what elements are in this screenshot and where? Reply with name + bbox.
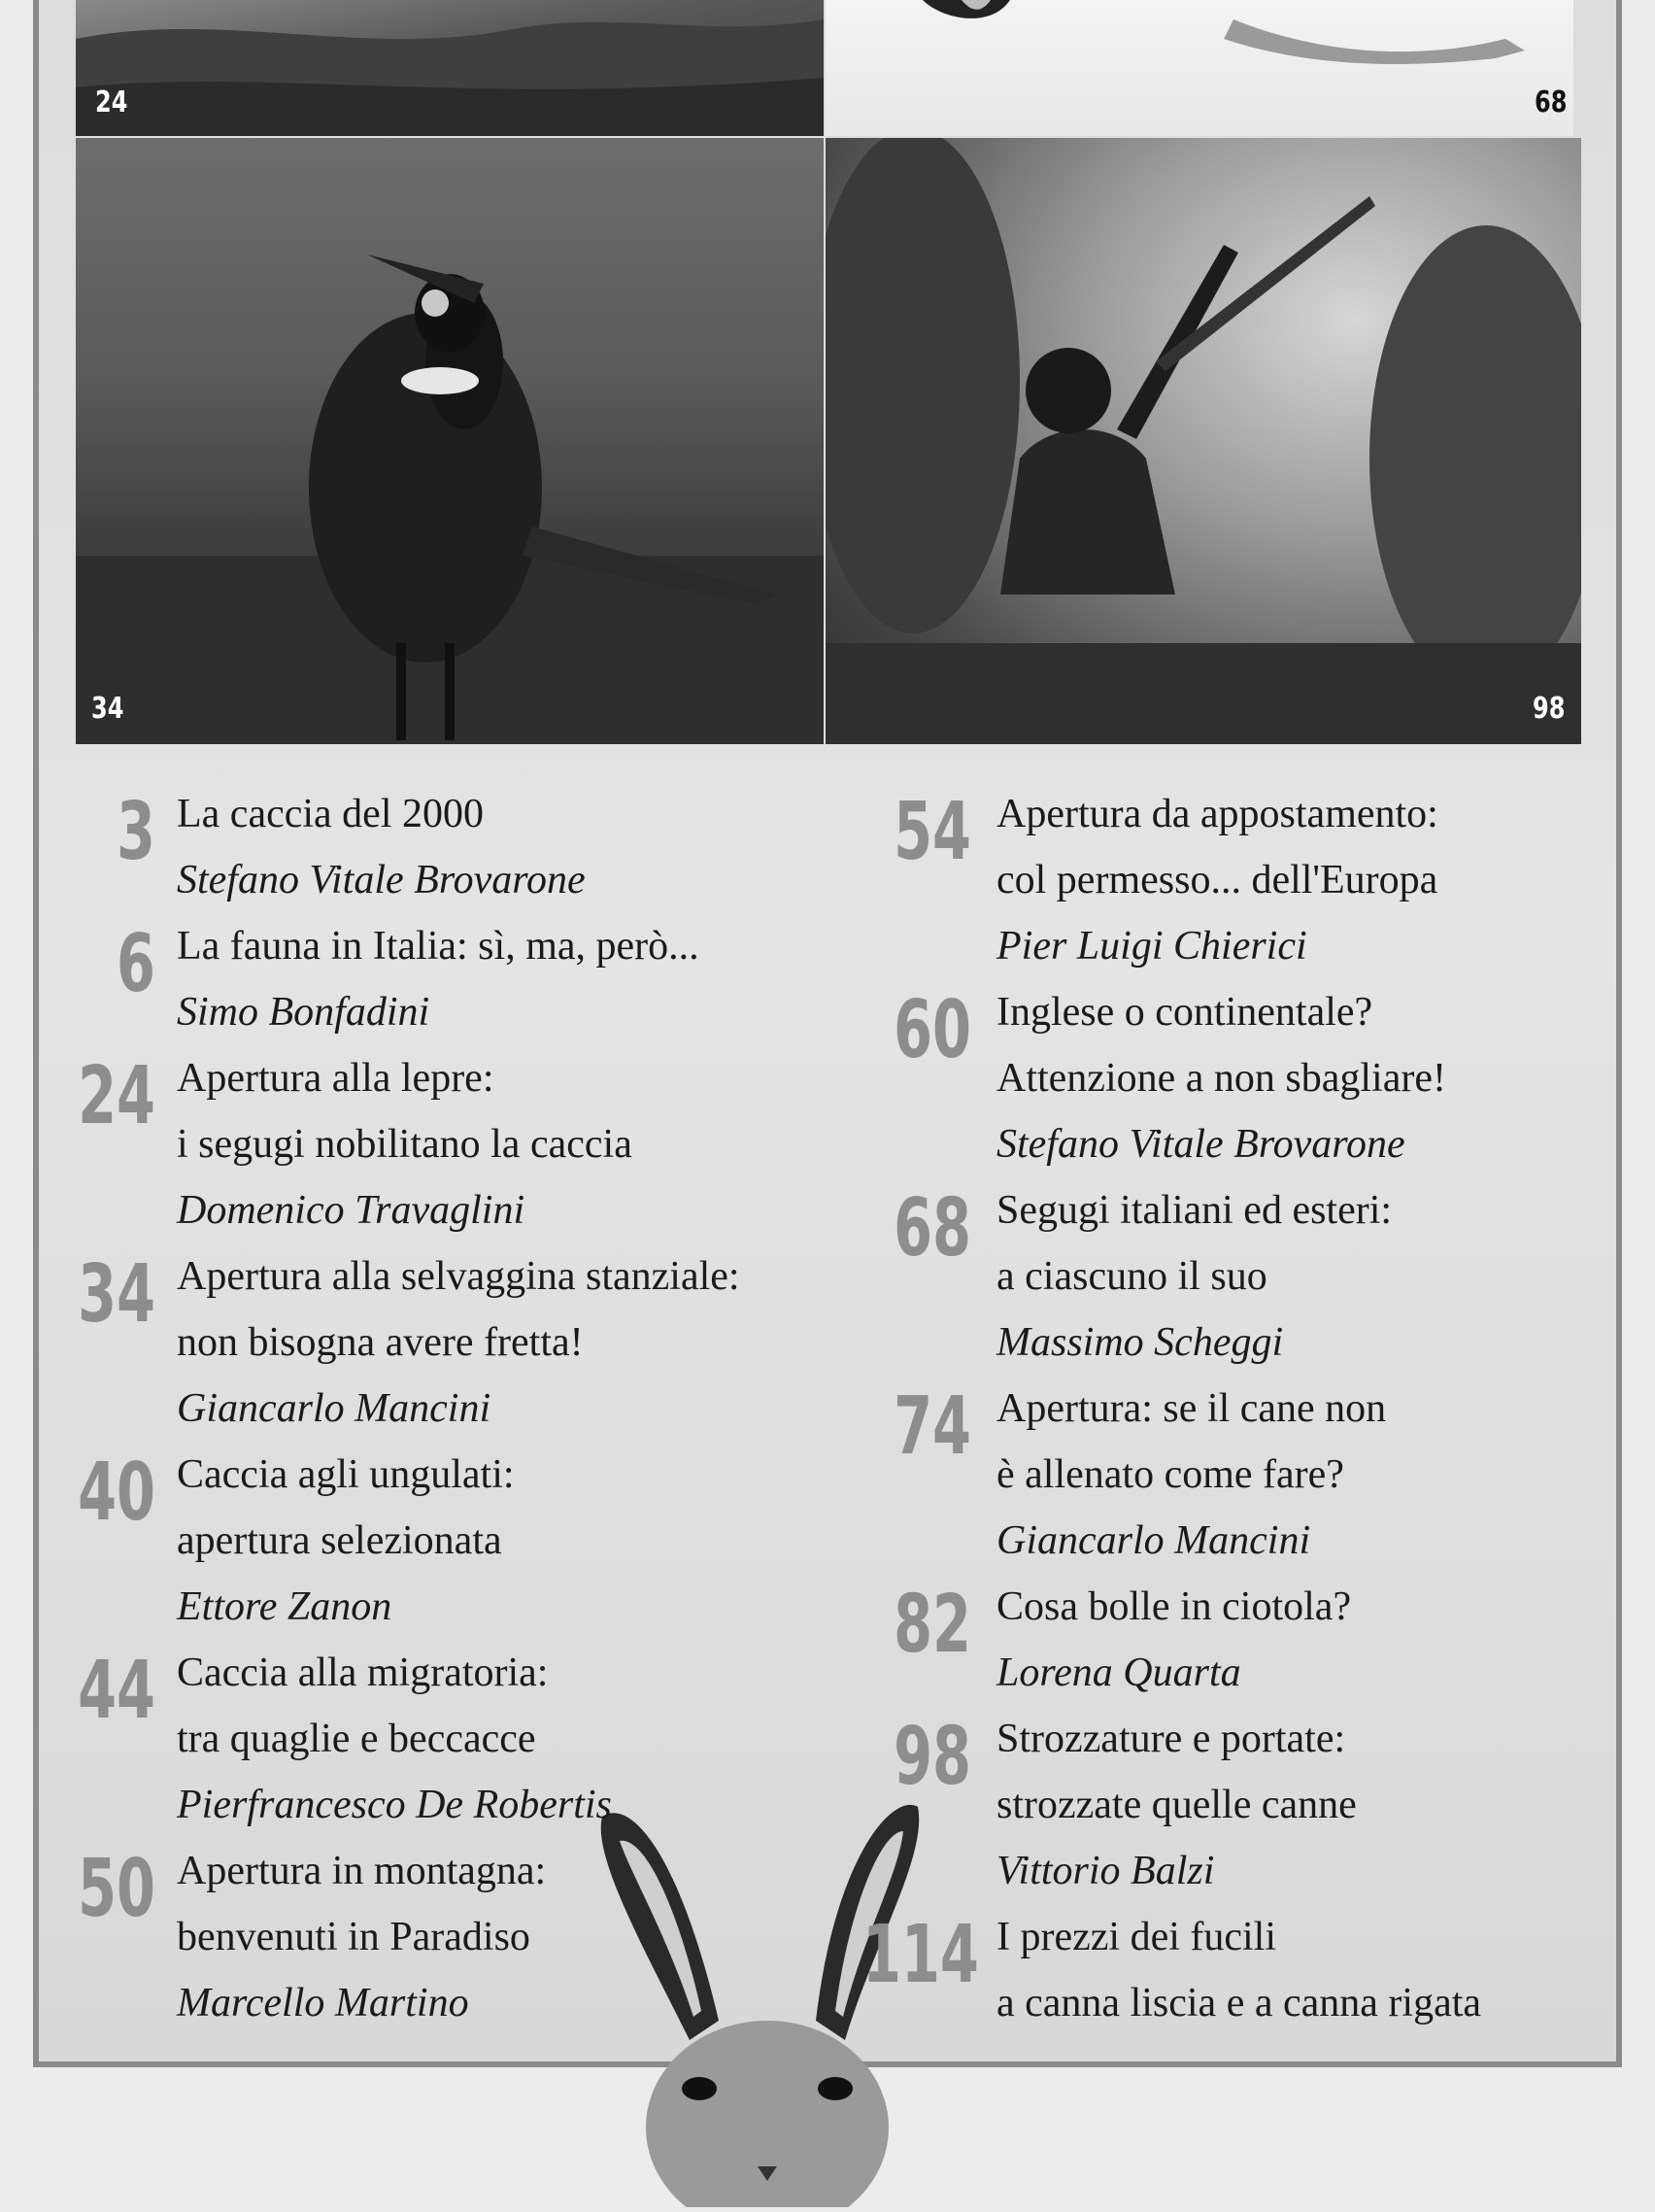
toc-title: Caccia alla migratoria: [177, 1650, 549, 1695]
toc-page-number: 44 [78, 1645, 155, 1737]
toc-page-number: 60 [894, 984, 971, 1076]
toc-author: Pierfrancesco De Robertis [177, 1783, 612, 1827]
toc-page-number: 24 [78, 1050, 155, 1142]
toc-author: Lorena Quarta [996, 1650, 1241, 1695]
toc-title: Strozzature e portate: [996, 1717, 1346, 1761]
toc-title: i segugi nobilitano la caccia [177, 1122, 632, 1167]
toc-title: a canna liscia e a canna rigata [996, 1981, 1482, 2025]
photo-hunting-landscape [76, 0, 824, 136]
photo-page-number: 24 [95, 85, 128, 119]
toc-author: Domenico Travaglini [177, 1188, 525, 1233]
toc-author: Giancarlo Mancini [996, 1518, 1311, 1563]
toc-title: Apertura alla lepre: [177, 1056, 494, 1101]
toc-title: Caccia agli ungulati: [177, 1452, 515, 1497]
photo-page-number: 34 [91, 692, 124, 726]
toc-title: La caccia del 2000 [177, 792, 484, 836]
toc-title: Apertura in montagna: [177, 1849, 547, 1893]
toc-author: Massimo Scheggi [996, 1320, 1284, 1365]
photo-page-number: 68 [1535, 85, 1568, 119]
toc-author: Vittorio Balzi [996, 1849, 1215, 1893]
photo-page-number: 98 [1533, 692, 1566, 726]
toc-page-number: 98 [894, 1711, 971, 1803]
toc-author: Pier Luigi Chierici [996, 924, 1307, 969]
photo-hunter-shooting [826, 138, 1581, 744]
toc-author: Stefano Vitale Brovarone [177, 858, 586, 902]
toc-title: col permesso... dell'Europa [996, 858, 1438, 902]
toc-title: La fauna in Italia: sì, ma, però... [177, 924, 699, 969]
toc-page-number: 68 [894, 1182, 971, 1275]
hare-illustration [573, 1797, 962, 2207]
toc-title: Segugi italiani ed esteri: [996, 1188, 1393, 1233]
toc-title: benvenuti in Paradiso [177, 1915, 530, 1959]
toc-page-number: 6 [117, 918, 155, 1010]
toc-page-number: 82 [894, 1579, 971, 1671]
toc-page-number: 54 [894, 786, 971, 878]
toc-author: Simo Bonfadini [177, 990, 430, 1035]
toc-page-number: 50 [78, 1843, 155, 1935]
toc-title: Attenzione a non sbagliare! [996, 1056, 1446, 1101]
toc-author: Ettore Zanon [177, 1584, 392, 1629]
toc-title: è allenato come fare? [996, 1452, 1344, 1497]
toc-title: Apertura: se il cane non [996, 1386, 1387, 1431]
toc-title: a ciascuno il suo [996, 1254, 1267, 1299]
toc-title: I prezzi dei fucili [996, 1915, 1277, 1959]
photo-pheasant [76, 138, 824, 744]
photo-dog-drawing [826, 0, 1573, 136]
toc-title: Apertura alla selvaggina stanziale: [177, 1254, 740, 1299]
toc-page-number: 114 [862, 1909, 979, 2001]
toc-title: Apertura da appostamento: [996, 792, 1438, 836]
toc-author: Giancarlo Mancini [177, 1386, 491, 1431]
toc-title: Cosa bolle in ciotola? [996, 1584, 1352, 1629]
toc-title: strozzate quelle canne [996, 1783, 1357, 1827]
toc-title: apertura selezionata [177, 1518, 502, 1563]
toc-author: Stefano Vitale Brovarone [996, 1122, 1405, 1167]
toc-title: tra quaglie e beccacce [177, 1717, 536, 1761]
toc-page-number: 40 [78, 1446, 155, 1539]
toc-title: non bisogna avere fretta! [177, 1320, 584, 1365]
toc-page-number: 3 [117, 786, 155, 878]
toc-author: Marcello Martino [177, 1981, 469, 2025]
toc-title: Inglese o continentale? [996, 990, 1373, 1035]
toc-page-number: 34 [78, 1248, 155, 1341]
toc-page-number: 74 [894, 1380, 971, 1473]
